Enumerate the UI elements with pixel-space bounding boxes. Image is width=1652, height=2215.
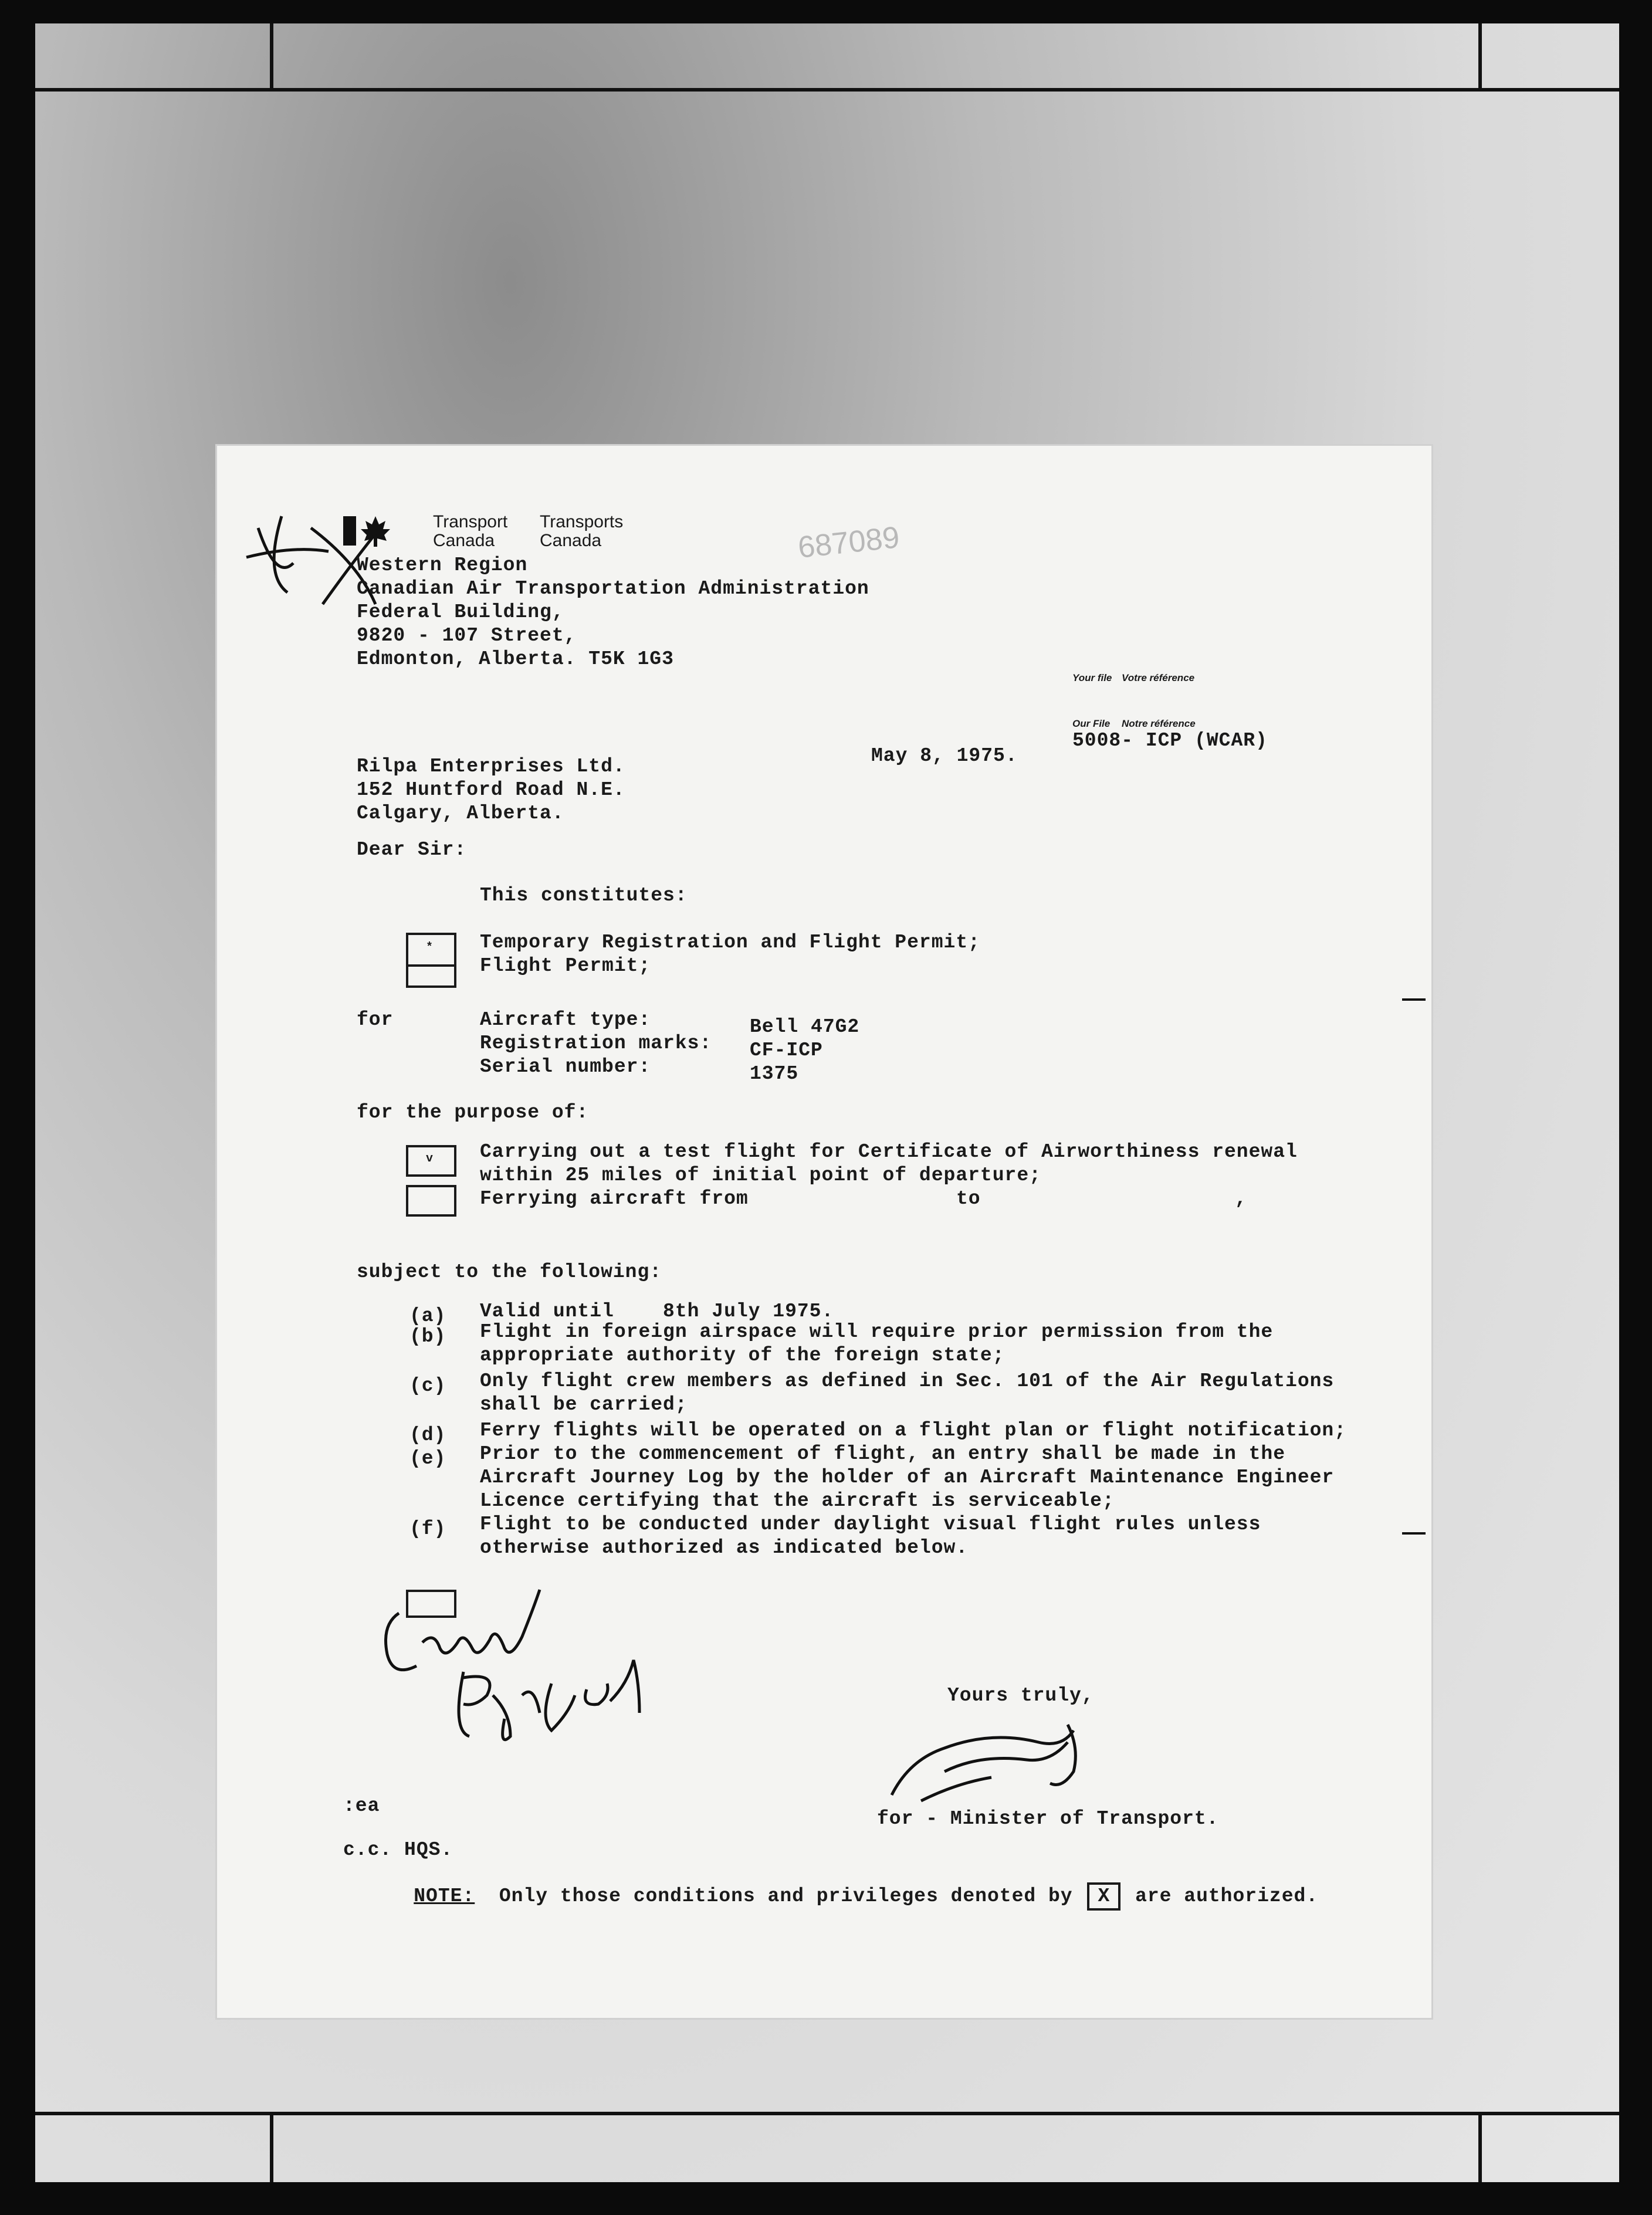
condition-line: Aircraft Journey Log by the holder of an Aircraft Maintenance Engineer: [480, 1466, 1335, 1488]
salutation: Dear Sir:: [357, 839, 467, 861]
top-frame-tick: [270, 23, 273, 92]
subject-label: subject to the following:: [357, 1261, 662, 1283]
condition-line: shall be carried;: [480, 1394, 688, 1415]
condition-line: Prior to the commencement of flight, an entry shall be made in the: [480, 1443, 1286, 1465]
purpose-2-end: ,: [1235, 1188, 1247, 1210]
letter-date: May 8, 1975.: [871, 745, 1018, 767]
letter-sheet: [217, 446, 1431, 2018]
condition-letter: (b): [409, 1326, 446, 1347]
region-line: Western Region: [357, 554, 528, 576]
condition-letter: (c): [409, 1375, 446, 1397]
condition-line: Valid until 8th July 1975.: [480, 1300, 834, 1322]
permit-option-2: Flight Permit;: [480, 955, 651, 977]
recipient-city: Calgary, Alberta.: [357, 802, 564, 824]
bottom-frame-tick: [270, 2112, 273, 2182]
dept-fr-line1: Transports: [540, 512, 624, 531]
purpose-2-to: to: [956, 1188, 981, 1210]
top-frame-tick: [1478, 23, 1482, 92]
condition-line: Flight in foreign airspace will require prior permission from the: [480, 1321, 1274, 1343]
condition-line: Flight to be conducted under daylight visual flight rules unless: [480, 1513, 1261, 1535]
our-file-value: 5008- ICP (WCAR): [1072, 730, 1268, 751]
aircraft-type-value: Bell 47G2: [750, 1016, 860, 1038]
note-label: NOTE:: [414, 1885, 475, 1907]
condition-line: Ferry flights will be operated on a flight plan or flight notification;: [480, 1420, 1347, 1441]
signature-title: for - Minister of Transport.: [877, 1808, 1219, 1830]
city-line: Edmonton, Alberta. T5K 1G3: [357, 648, 674, 670]
carbon-copy: c.c. HQS.: [343, 1839, 453, 1861]
permit-checkbox-temp-reg: *: [406, 933, 456, 967]
note-line: [365, 1861, 1318, 1932]
registration-value: CF-ICP: [750, 1039, 823, 1061]
purpose-label: for the purpose of:: [357, 1102, 589, 1123]
closing: Yours truly,: [947, 1685, 1094, 1706]
your-file-label-fr: Votre référence: [1122, 672, 1195, 683]
for-label: for: [357, 1009, 394, 1031]
your-file-label: Your file: [1072, 672, 1112, 683]
condition-letter: (a): [409, 1305, 446, 1327]
condition-letter: (e): [409, 1448, 446, 1469]
recipient-address: 152 Huntford Road N.E.: [357, 779, 625, 801]
serial-value: 1375: [750, 1063, 799, 1085]
purpose-1-line2: within 25 miles of initial point of departure;: [480, 1164, 1041, 1186]
note-text-after: are authorized.: [1135, 1885, 1319, 1907]
serial-label: Serial number:: [480, 1056, 651, 1078]
condition-line: otherwise authorized as indicated below.: [480, 1537, 969, 1559]
condition-letter: (d): [409, 1424, 446, 1446]
our-file-label-fr: Notre référence: [1122, 718, 1196, 729]
administration-line: Canadian Air Transportation Administration: [357, 578, 869, 600]
intro-line: This constitutes:: [480, 885, 688, 906]
dept-fr-line2: Canada: [540, 531, 602, 550]
purpose-1-line1: Carrying out a test flight for Certificate of Airworthiness renewal: [480, 1141, 1298, 1163]
dept-en-line1: Transport: [433, 512, 508, 531]
bottom-frame-tick: [1478, 2112, 1482, 2182]
note-x-box: X: [1087, 1882, 1120, 1911]
aircraft-type-label: Aircraft type:: [480, 1009, 651, 1031]
condition-line: Only flight crew members as defined in Sec. 101 of the Air Regulations: [480, 1370, 1335, 1392]
permit-checkbox-flight: [406, 956, 456, 988]
condition-line: Licence certifying that the aircraft is serviceable;: [480, 1490, 1115, 1512]
margin-tick: [1402, 998, 1426, 1001]
permit-option-1: Temporary Registration and Flight Permit;: [480, 932, 980, 953]
dept-en-line2: Canada: [433, 531, 495, 550]
registration-label: Registration marks:: [480, 1032, 712, 1054]
purpose-2-line1: Ferrying aircraft from: [480, 1188, 749, 1210]
note-text-before: Only those conditions and privileges denoted by: [499, 1885, 1073, 1907]
street-line: 9820 - 107 Street,: [357, 625, 577, 646]
handwritten-received-by-hand: [375, 1578, 657, 1754]
recipient-name: Rilpa Enterprises Ltd.: [357, 756, 625, 777]
building-line: Federal Building,: [357, 601, 564, 623]
condition-line: appropriate authority of the foreign state;: [480, 1344, 1005, 1366]
purpose-checkbox-test-flight: v: [406, 1145, 456, 1177]
file-stamp-number: 687089: [796, 520, 902, 565]
signature: [874, 1713, 1150, 1807]
purpose-checkbox-ferry: [406, 1185, 456, 1217]
our-file-label: Our File: [1072, 718, 1111, 729]
margin-tick: [1402, 1532, 1426, 1535]
condition-letter: (f): [409, 1518, 446, 1540]
typist-initials: :ea: [343, 1795, 380, 1817]
